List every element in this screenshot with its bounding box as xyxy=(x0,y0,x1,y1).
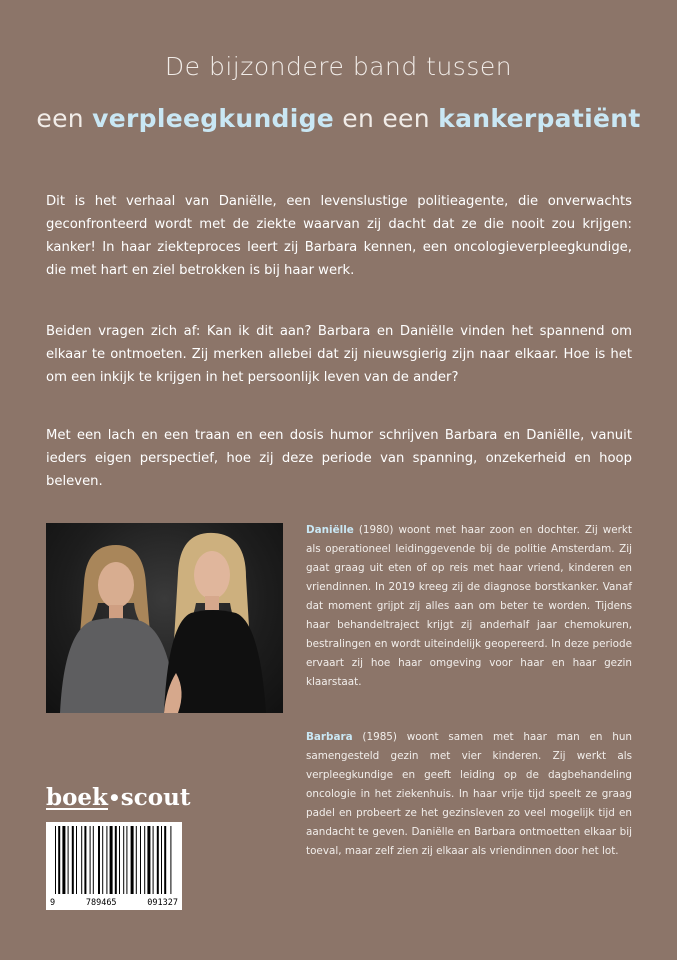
bio-barbara-text: (1985) woont samen met haar man en hun samengesteld gezin met vier kinderen. Zij werkt als verpleegkundige en geeft leiding op de dagbehandeling oncologie in het ziekenhuis. In haar vrije tijd speelt ze graag padel en probeert ze het gezinsleven zo veel mogelijk tijd en aandacht te geven. Daniëlle en Barbara ontmoetten elkaar bij toeval, maar zelf zien zij elkaar als vriendinnen door het lot. xyxy=(306,731,632,857)
barcode-digits-group-1: 789465 xyxy=(85,898,117,908)
author-photo xyxy=(46,523,283,713)
publisher-logo-dot: • xyxy=(108,786,121,810)
blurb-paragraph-1: Dit is het verhaal van Daniëlle, een levenslustige politieagente, die onverwachts geconfronteerd wordt met de ziekte waarvan zij dacht dat ze die nooit zou krijgen: kanker! In haar ziekteproces leert zij Barbara kennen, een oncologieverpleegkundige, die met hart en ziel betrokken is bij haar werk. xyxy=(46,194,632,278)
title-highlight-nurse: verpleegkundige xyxy=(92,104,335,133)
back-cover-title-line-2 xyxy=(0,104,677,133)
title-highlight-patient: kankerpatiënt xyxy=(438,104,641,133)
barcode-bars xyxy=(46,822,182,898)
publisher-logo-part-1: boek xyxy=(46,784,108,811)
bio-barbara xyxy=(306,728,632,861)
bio-danielle xyxy=(306,521,632,692)
blurb-paragraph-3: Met een lach en een traan en een dosis humor schrijven Barbara en Daniëlle, vanuit ieders eigen perspectief, hoe zij deze periode van spanning, onzekerheid en hoop beleven. xyxy=(46,428,632,489)
title-text-mid: en een xyxy=(334,104,439,133)
bio-danielle-name: Daniëlle xyxy=(306,524,354,536)
bio-barbara-name: Barbara xyxy=(306,731,353,743)
barcode-digits-group-2: 091327 xyxy=(147,898,178,908)
publisher-logo xyxy=(46,784,190,811)
publisher-logo-part-2: scout xyxy=(120,784,191,811)
bio-danielle-text: (1980) woont met haar zoon en dochter. Zij werkt als operationeel leidinggevende bij de politie Amsterdam. Zij gaat graag uit eten of op reis met haar vriend, kinderen en vriendinnen. In 2019 kreeg zij de diagnose borstkanker. Vanaf dat moment grijpt zij alles aan om beter te worden. Tijdens haar behandeltraject krijgt zij anderhalf jaar chemokuren, bestralingen en wordt uiteindelijk geopereerd. In deze periode ervaart zij hoe haar omgeving voor haar en haar gezin klaarstaat. xyxy=(306,524,632,688)
isbn-barcode xyxy=(46,822,182,910)
author-photo-illustration xyxy=(46,523,283,713)
blurb-paragraph-2: Beiden vragen zich af: Kan ik dit aan? Barbara en Daniëlle vinden het spannend om elkaar te ontmoeten. Zij merken allebei dat zij nieuwsgierig zijn naar elkaar. Hoe is het om een inkijk te krijgen in het persoonlijk leven van de ander? xyxy=(46,324,632,385)
title-text-pre: een xyxy=(36,104,93,133)
barcode-digits xyxy=(46,898,182,908)
back-cover-title-line-1: De bijzondere band tussen xyxy=(164,52,513,81)
barcode-digit-prefix: 9 xyxy=(50,898,56,908)
